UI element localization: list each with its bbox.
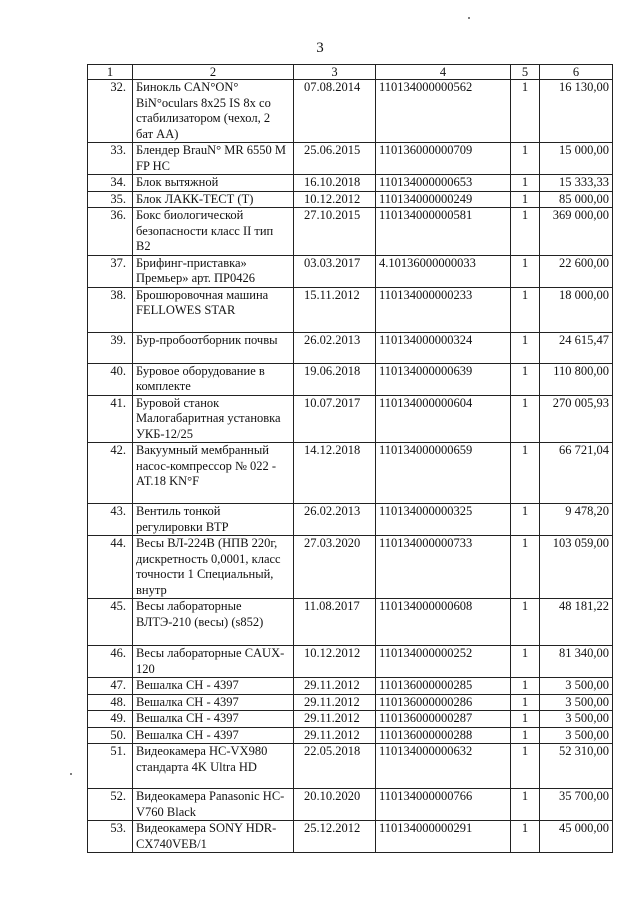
amount-cell: 3 500,00 — [540, 678, 613, 695]
row-number-cell: 39. — [88, 332, 133, 363]
inventory-number-cell: 110136000000288 — [376, 727, 511, 744]
quantity-cell: 1 — [511, 504, 540, 536]
item-name-cell: Вешалка СН - 4397 — [133, 678, 294, 695]
row-number-cell: 50. — [88, 727, 133, 744]
item-name-cell: Весы лабораторные ВЛТЭ-210 (весы) (s852) — [133, 599, 294, 646]
quantity-cell: 1 — [511, 191, 540, 208]
row-number-cell: 36. — [88, 208, 133, 256]
quantity-cell: 1 — [511, 175, 540, 192]
row-number-cell: 45. — [88, 599, 133, 646]
acquisition-date-cell: 26.02.2013 — [294, 332, 376, 363]
inventory-number-cell: 110134000000562 — [376, 80, 511, 143]
table-row — [88, 332, 613, 363]
quantity-cell: 1 — [511, 694, 540, 711]
acquisition-date-cell: 03.03.2017 — [294, 255, 376, 287]
column-header: 4 — [376, 65, 511, 80]
quantity-cell: 1 — [511, 678, 540, 695]
inventory-number-cell: 110134000000581 — [376, 208, 511, 256]
item-name-cell: Весы лабораторные CAUX-120 — [133, 646, 294, 678]
row-number-cell: 47. — [88, 678, 133, 695]
quantity-cell: 1 — [511, 287, 540, 332]
inventory-number-cell: 110134000000659 — [376, 443, 511, 504]
amount-cell: 15 000,00 — [540, 143, 613, 175]
acquisition-date-cell: 29.11.2012 — [294, 694, 376, 711]
row-number-cell: 49. — [88, 711, 133, 728]
column-header: 5 — [511, 65, 540, 80]
item-name-cell: Блок ЛАКК-ТЕСТ (Т) — [133, 191, 294, 208]
inventory-table — [87, 64, 613, 853]
acquisition-date-cell: 16.10.2018 — [294, 175, 376, 192]
inventory-number-cell: 110136000000709 — [376, 143, 511, 175]
item-name-cell: Видеокамера Panasonic HC-V760 Black — [133, 789, 294, 821]
acquisition-date-cell: 22.05.2018 — [294, 744, 376, 789]
row-number-cell: 33. — [88, 143, 133, 175]
table-row — [88, 711, 613, 728]
quantity-cell: 1 — [511, 646, 540, 678]
acquisition-date-cell: 27.10.2015 — [294, 208, 376, 256]
row-number-cell: 34. — [88, 175, 133, 192]
item-name-cell: Видеокамера SONY HDR-CX740VEB/1 — [133, 821, 294, 853]
acquisition-date-cell: 29.11.2012 — [294, 678, 376, 695]
amount-cell: 270 005,93 — [540, 395, 613, 443]
row-number-cell: 40. — [88, 363, 133, 395]
table-row — [88, 395, 613, 443]
quantity-cell: 1 — [511, 143, 540, 175]
quantity-cell: 1 — [511, 727, 540, 744]
inventory-number-cell: 110134000000639 — [376, 363, 511, 395]
quantity-cell: 1 — [511, 255, 540, 287]
scan-speck — [468, 17, 470, 19]
inventory-number-cell: 110134000000325 — [376, 504, 511, 536]
acquisition-date-cell: 20.10.2020 — [294, 789, 376, 821]
item-name-cell: Вешалка СН - 4397 — [133, 727, 294, 744]
quantity-cell: 1 — [511, 80, 540, 143]
amount-cell: 18 000,00 — [540, 287, 613, 332]
amount-cell: 103 059,00 — [540, 536, 613, 599]
table-row — [88, 443, 613, 504]
quantity-cell: 1 — [511, 599, 540, 646]
acquisition-date-cell: 14.12.2018 — [294, 443, 376, 504]
table-row — [88, 536, 613, 599]
inventory-number-cell: 110134000000324 — [376, 332, 511, 363]
table-row — [88, 363, 613, 395]
table-row — [88, 80, 613, 143]
table-row — [88, 208, 613, 256]
quantity-cell: 1 — [511, 395, 540, 443]
item-name-cell: Блендер BrauN° MR 6550 M FP HC — [133, 143, 294, 175]
quantity-cell: 1 — [511, 332, 540, 363]
amount-cell: 15 333,33 — [540, 175, 613, 192]
amount-cell: 9 478,20 — [540, 504, 613, 536]
column-header: 1 — [88, 65, 133, 80]
row-number-cell: 38. — [88, 287, 133, 332]
acquisition-date-cell: 25.06.2015 — [294, 143, 376, 175]
table-row — [88, 789, 613, 821]
row-number-cell: 46. — [88, 646, 133, 678]
inventory-number-cell: 110136000000287 — [376, 711, 511, 728]
acquisition-date-cell: 29.11.2012 — [294, 727, 376, 744]
amount-cell: 16 130,00 — [540, 80, 613, 143]
row-number-cell: 51. — [88, 744, 133, 789]
quantity-cell: 1 — [511, 208, 540, 256]
amount-cell: 110 800,00 — [540, 363, 613, 395]
row-number-cell: 48. — [88, 694, 133, 711]
item-name-cell: Видеокамера HC-VX980 стандарта 4K Ultra HD — [133, 744, 294, 789]
inventory-number-cell: 110134000000608 — [376, 599, 511, 646]
table-row — [88, 821, 613, 853]
quantity-cell: 1 — [511, 744, 540, 789]
acquisition-date-cell: 07.08.2014 — [294, 80, 376, 143]
item-name-cell: Весы ВЛ-224В (НПВ 220г, дискретность 0,0001, класс точности 1 Специальный, внутр — [133, 536, 294, 599]
acquisition-date-cell: 29.11.2012 — [294, 711, 376, 728]
item-name-cell: Брифинг-приставка» Премьер» арт. ПР0426 — [133, 255, 294, 287]
amount-cell: 48 181,22 — [540, 599, 613, 646]
amount-cell: 45 000,00 — [540, 821, 613, 853]
page-number: 3 — [316, 40, 324, 56]
item-name-cell: Вешалка СН - 4397 — [133, 694, 294, 711]
quantity-cell: 1 — [511, 789, 540, 821]
table-row — [88, 727, 613, 744]
amount-cell: 85 000,00 — [540, 191, 613, 208]
table-row — [88, 175, 613, 192]
item-name-cell: Бур-пробоотборник почвы — [133, 332, 294, 363]
quantity-cell: 1 — [511, 711, 540, 728]
amount-cell: 52 310,00 — [540, 744, 613, 789]
row-number-cell: 37. — [88, 255, 133, 287]
inventory-number-cell: 110134000000632 — [376, 744, 511, 789]
acquisition-date-cell: 26.02.2013 — [294, 504, 376, 536]
amount-cell: 22 600,00 — [540, 255, 613, 287]
row-number-cell: 52. — [88, 789, 133, 821]
table-row — [88, 694, 613, 711]
inventory-number-cell: 110134000000733 — [376, 536, 511, 599]
inventory-number-cell: 110134000000249 — [376, 191, 511, 208]
amount-cell: 66 721,04 — [540, 443, 613, 504]
table-row — [88, 143, 613, 175]
header-row — [88, 65, 613, 80]
acquisition-date-cell: 11.08.2017 — [294, 599, 376, 646]
quantity-cell: 1 — [511, 821, 540, 853]
inventory-number-cell: 110136000000286 — [376, 694, 511, 711]
item-name-cell: Блок вытяжной — [133, 175, 294, 192]
item-name-cell: Вешалка СН - 4397 — [133, 711, 294, 728]
amount-cell: 3 500,00 — [540, 694, 613, 711]
table-row — [88, 191, 613, 208]
item-name-cell: Брошюровочная машина FELLOWES STAR — [133, 287, 294, 332]
amount-cell: 3 500,00 — [540, 711, 613, 728]
item-name-cell: Вакуумный мембранный насос-компрессор № 022 - АТ.18 KN°F — [133, 443, 294, 504]
scan-speck — [70, 773, 72, 775]
table-row — [88, 287, 613, 332]
table-row — [88, 678, 613, 695]
amount-cell: 369 000,00 — [540, 208, 613, 256]
acquisition-date-cell: 10.12.2012 — [294, 646, 376, 678]
table-row — [88, 504, 613, 536]
table-row — [88, 255, 613, 287]
row-number-cell: 32. — [88, 80, 133, 143]
inventory-number-cell: 110134000000291 — [376, 821, 511, 853]
acquisition-date-cell: 10.07.2017 — [294, 395, 376, 443]
row-number-cell: 43. — [88, 504, 133, 536]
table-row — [88, 744, 613, 789]
column-header: 3 — [294, 65, 376, 80]
row-number-cell: 53. — [88, 821, 133, 853]
item-name-cell: Бинокль CAN°ON° BiN°oculars 8x25 IS 8x со стабилизатором (чехол, 2 бат AA) — [133, 80, 294, 143]
item-name-cell: Бокс биологической безопасности класс II тип B2 — [133, 208, 294, 256]
table-row — [88, 646, 613, 678]
row-number-cell: 35. — [88, 191, 133, 208]
inventory-number-cell: 110134000000766 — [376, 789, 511, 821]
acquisition-date-cell: 25.12.2012 — [294, 821, 376, 853]
inventory-number-cell: 4.10136000000033 — [376, 255, 511, 287]
inventory-number-cell: 110136000000285 — [376, 678, 511, 695]
row-number-cell: 41. — [88, 395, 133, 443]
acquisition-date-cell: 27.03.2020 — [294, 536, 376, 599]
inventory-number-cell: 110134000000653 — [376, 175, 511, 192]
item-name-cell: Вентиль тонкой регулировки ВТР — [133, 504, 294, 536]
quantity-cell: 1 — [511, 536, 540, 599]
amount-cell: 24 615,47 — [540, 332, 613, 363]
acquisition-date-cell: 15.11.2012 — [294, 287, 376, 332]
amount-cell: 35 700,00 — [540, 789, 613, 821]
inventory-number-cell: 110134000000604 — [376, 395, 511, 443]
quantity-cell: 1 — [511, 363, 540, 395]
table-row — [88, 599, 613, 646]
column-header: 2 — [133, 65, 294, 80]
quantity-cell: 1 — [511, 443, 540, 504]
acquisition-date-cell: 10.12.2012 — [294, 191, 376, 208]
inventory-number-cell: 110134000000233 — [376, 287, 511, 332]
amount-cell: 81 340,00 — [540, 646, 613, 678]
column-header: 6 — [540, 65, 613, 80]
acquisition-date-cell: 19.06.2018 — [294, 363, 376, 395]
item-name-cell: Буровое оборудование в комплекте — [133, 363, 294, 395]
item-name-cell: Буровой станок Малогабаритная установка УКБ-12/25 — [133, 395, 294, 443]
amount-cell: 3 500,00 — [540, 727, 613, 744]
inventory-number-cell: 110134000000252 — [376, 646, 511, 678]
row-number-cell: 44. — [88, 536, 133, 599]
row-number-cell: 42. — [88, 443, 133, 504]
